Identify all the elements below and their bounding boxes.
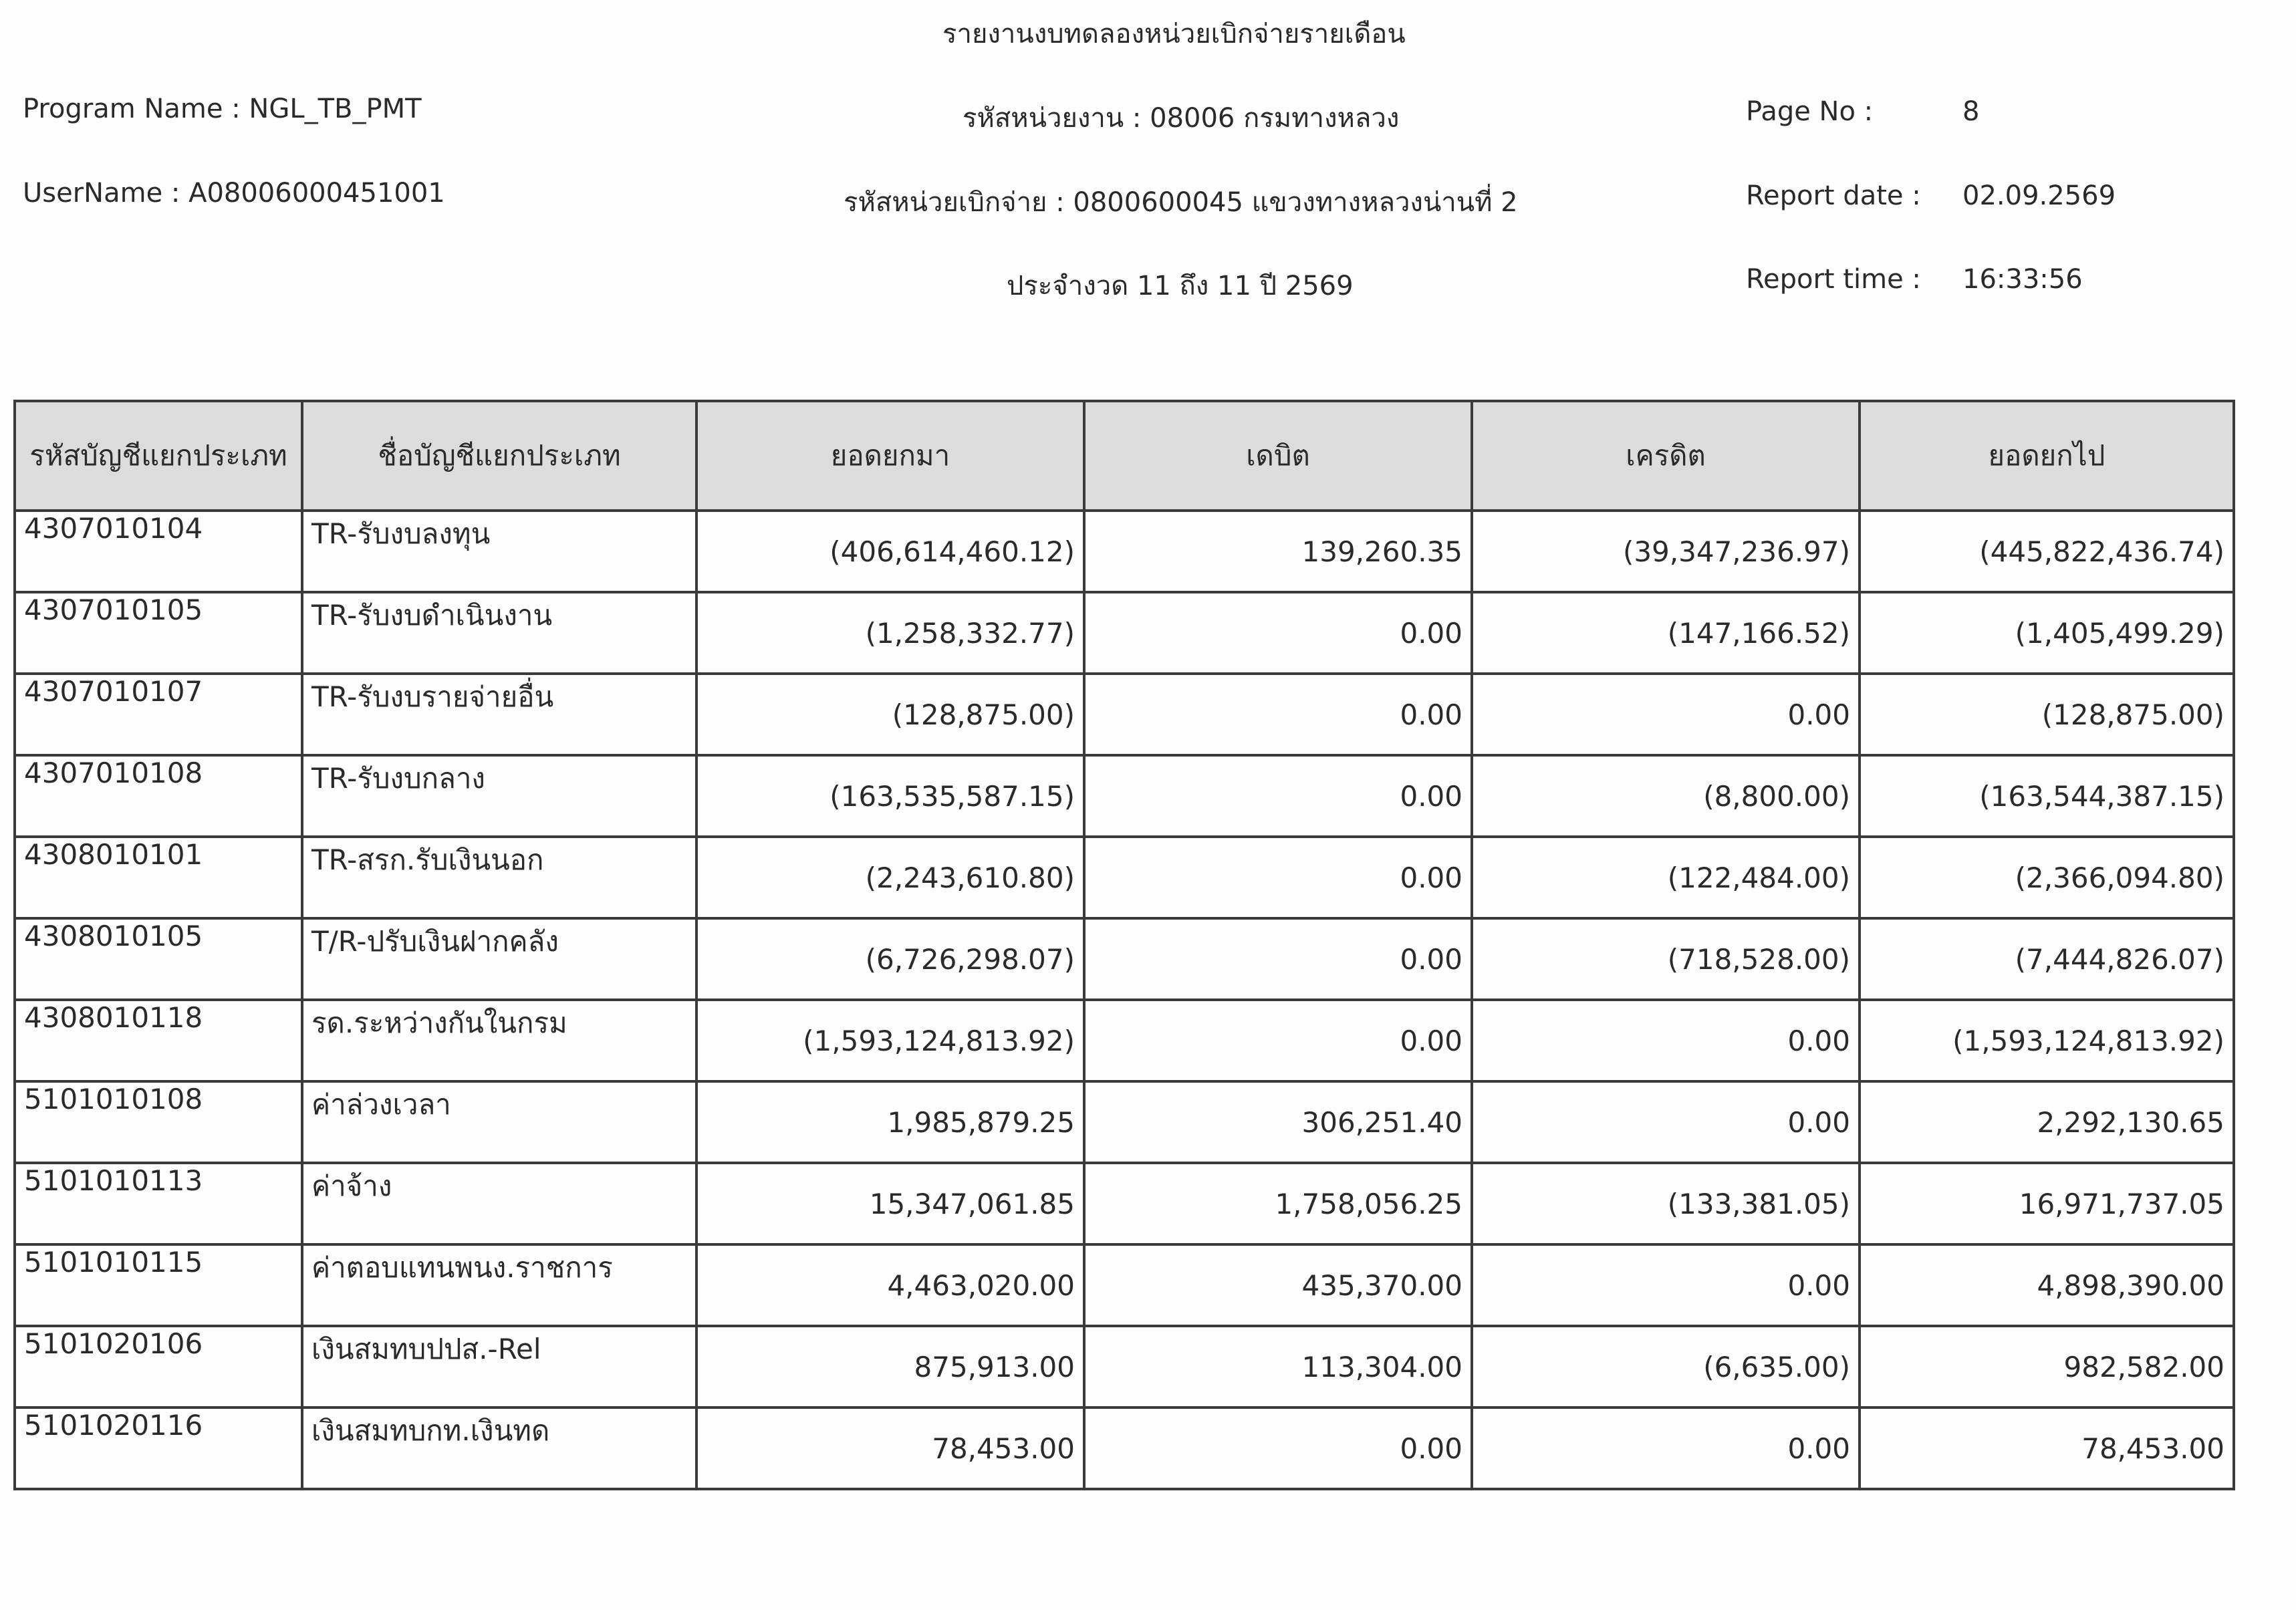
account-code-cell: 4308010101 <box>15 837 302 918</box>
credit-cell: 0.00 <box>1472 674 1860 755</box>
table-row <box>15 1081 2234 1163</box>
credit-cell: (8,800.00) <box>1472 755 1860 837</box>
brought-forward-cell: 78,453.00 <box>696 1407 1084 1489</box>
account-name-cell: เงินสมทบกท.เงินทด <box>302 1407 696 1489</box>
brought-forward-cell: (2,243,610.80) <box>696 837 1084 918</box>
report-time-value: 16:33:56 <box>1962 264 2083 295</box>
carried-forward-cell: 982,582.00 <box>1860 1326 2234 1407</box>
brought-forward-cell: 15,347,061.85 <box>696 1163 1084 1244</box>
account-code-cell: 5101020106 <box>15 1326 302 1407</box>
debit-cell: 0.00 <box>1084 674 1472 755</box>
carried-forward-cell: (1,405,499.29) <box>1860 592 2234 674</box>
agency-code: รหัสหน่วยงาน : 08006 กรมทางหลวง <box>963 103 1400 134</box>
report-title: รายงานงบทดลองหน่วยเบิกจ่ายรายเดือน <box>942 19 1406 49</box>
credit-cell: 0.00 <box>1472 1000 1860 1081</box>
table-row <box>15 837 2234 918</box>
credit-cell: (133,381.05) <box>1472 1163 1860 1244</box>
program-name: Program Name : NGL_TB_PMT <box>23 94 422 124</box>
debit-cell: 139,260.35 <box>1084 511 1472 592</box>
debit-cell: 1,758,056.25 <box>1084 1163 1472 1244</box>
account-code-cell: 5101010113 <box>15 1163 302 1244</box>
account-code-cell: 5101010115 <box>15 1244 302 1326</box>
table-row <box>15 918 2234 1000</box>
debit-cell: 435,370.00 <box>1084 1244 1472 1326</box>
brought-forward-cell: (1,258,332.77) <box>696 592 1084 674</box>
carried-forward-cell: (128,875.00) <box>1860 674 2234 755</box>
account-name-cell: ค่าล่วงเวลา <box>302 1081 696 1163</box>
report-date-value: 02.09.2569 <box>1962 180 2116 211</box>
table-row <box>15 1163 2234 1244</box>
col-header-carried-forward: ยอดยกไป <box>1860 401 2234 511</box>
report-time-label: Report time : <box>1746 264 1921 295</box>
brought-forward-cell: 4,463,020.00 <box>696 1244 1084 1326</box>
account-code-cell: 4308010118 <box>15 1000 302 1081</box>
credit-cell: (39,347,236.97) <box>1472 511 1860 592</box>
account-name-cell: ค่าจ้าง <box>302 1163 696 1244</box>
table-row <box>15 674 2234 755</box>
report-date-label: Report date : <box>1746 180 1921 211</box>
account-name-cell: TR-สรก.รับเงินนอก <box>302 837 696 918</box>
account-name-cell: เงินสมทบปปส.-Rel <box>302 1326 696 1407</box>
debit-cell: 306,251.40 <box>1084 1081 1472 1163</box>
user-name: UserName : A08006000451001 <box>23 178 445 209</box>
credit-cell: (6,635.00) <box>1472 1326 1860 1407</box>
carried-forward-cell: 2,292,130.65 <box>1860 1081 2234 1163</box>
credit-cell: (147,166.52) <box>1472 592 1860 674</box>
account-code-cell: 4307010105 <box>15 592 302 674</box>
table-header-row <box>15 401 2234 511</box>
brought-forward-cell: (6,726,298.07) <box>696 918 1084 1000</box>
debit-cell: 113,304.00 <box>1084 1326 1472 1407</box>
account-code-cell: 4307010108 <box>15 755 302 837</box>
credit-cell: 0.00 <box>1472 1407 1860 1489</box>
credit-cell: 0.00 <box>1472 1081 1860 1163</box>
credit-cell: 0.00 <box>1472 1244 1860 1326</box>
brought-forward-cell: 1,985,879.25 <box>696 1081 1084 1163</box>
table-row <box>15 1326 2234 1407</box>
carried-forward-cell: 4,898,390.00 <box>1860 1244 2234 1326</box>
brought-forward-cell: 875,913.00 <box>696 1326 1084 1407</box>
carried-forward-cell: (7,444,826.07) <box>1860 918 2234 1000</box>
credit-cell: (718,528.00) <box>1472 918 1860 1000</box>
table-row <box>15 1244 2234 1326</box>
brought-forward-cell: (128,875.00) <box>696 674 1084 755</box>
col-header-brought-forward: ยอดยกมา <box>696 401 1084 511</box>
account-code-cell: 5101020116 <box>15 1407 302 1489</box>
page-no-label: Page No : <box>1746 96 1874 127</box>
debit-cell: 0.00 <box>1084 1000 1472 1081</box>
col-header-account-name: ชื่อบัญชีแยกประเภท <box>302 401 696 511</box>
col-header-account-code: รหัสบัญชีแยกประเภท <box>15 401 302 511</box>
col-header-credit: เครดิต <box>1472 401 1860 511</box>
account-name-cell: TR-รับงบดำเนินงาน <box>302 592 696 674</box>
account-name-cell: TR-รับงบกลาง <box>302 755 696 837</box>
carried-forward-cell: 16,971,737.05 <box>1860 1163 2234 1244</box>
account-name-cell: รด.ระหว่างกันในกรม <box>302 1000 696 1081</box>
account-code-cell: 5101010108 <box>15 1081 302 1163</box>
brought-forward-cell: (1,593,124,813.92) <box>696 1000 1084 1081</box>
table-row <box>15 592 2234 674</box>
table-row <box>15 511 2234 592</box>
brought-forward-cell: (163,535,587.15) <box>696 755 1084 837</box>
carried-forward-cell: 78,453.00 <box>1860 1407 2234 1489</box>
account-name-cell: T/R-ปรับเงินฝากคลัง <box>302 918 696 1000</box>
account-code-cell: 4308010105 <box>15 918 302 1000</box>
debit-cell: 0.00 <box>1084 918 1472 1000</box>
credit-cell: (122,484.00) <box>1472 837 1860 918</box>
disbursing-unit: รหัสหน่วยเบิกจ่าย : 0800600045 แขวงทางหลวงน่านที่ 2 <box>844 187 1518 218</box>
table-row <box>15 755 2234 837</box>
page-no-value: 8 <box>1962 96 1980 127</box>
debit-cell: 0.00 <box>1084 1407 1472 1489</box>
carried-forward-cell: (163,544,387.15) <box>1860 755 2234 837</box>
debit-cell: 0.00 <box>1084 837 1472 918</box>
debit-cell: 0.00 <box>1084 755 1472 837</box>
carried-forward-cell: (1,593,124,813.92) <box>1860 1000 2234 1081</box>
brought-forward-cell: (406,614,460.12) <box>696 511 1084 592</box>
account-name-cell: ค่าตอบแทนพนง.ราชการ <box>302 1244 696 1326</box>
report-period: ประจำงวด 11 ถึง 11 ปี 2569 <box>1007 271 1354 301</box>
account-code-cell: 4307010107 <box>15 674 302 755</box>
carried-forward-cell: (2,366,094.80) <box>1860 837 2234 918</box>
carried-forward-cell: (445,822,436.74) <box>1860 511 2234 592</box>
debit-cell: 0.00 <box>1084 592 1472 674</box>
table-row <box>15 1000 2234 1081</box>
account-code-cell: 4307010104 <box>15 511 302 592</box>
account-name-cell: TR-รับงบรายจ่ายอื่น <box>302 674 696 755</box>
trial-balance-table <box>13 400 2235 1490</box>
col-header-debit: เดบิต <box>1084 401 1472 511</box>
table-row <box>15 1407 2234 1489</box>
account-name-cell: TR-รับงบลงทุน <box>302 511 696 592</box>
